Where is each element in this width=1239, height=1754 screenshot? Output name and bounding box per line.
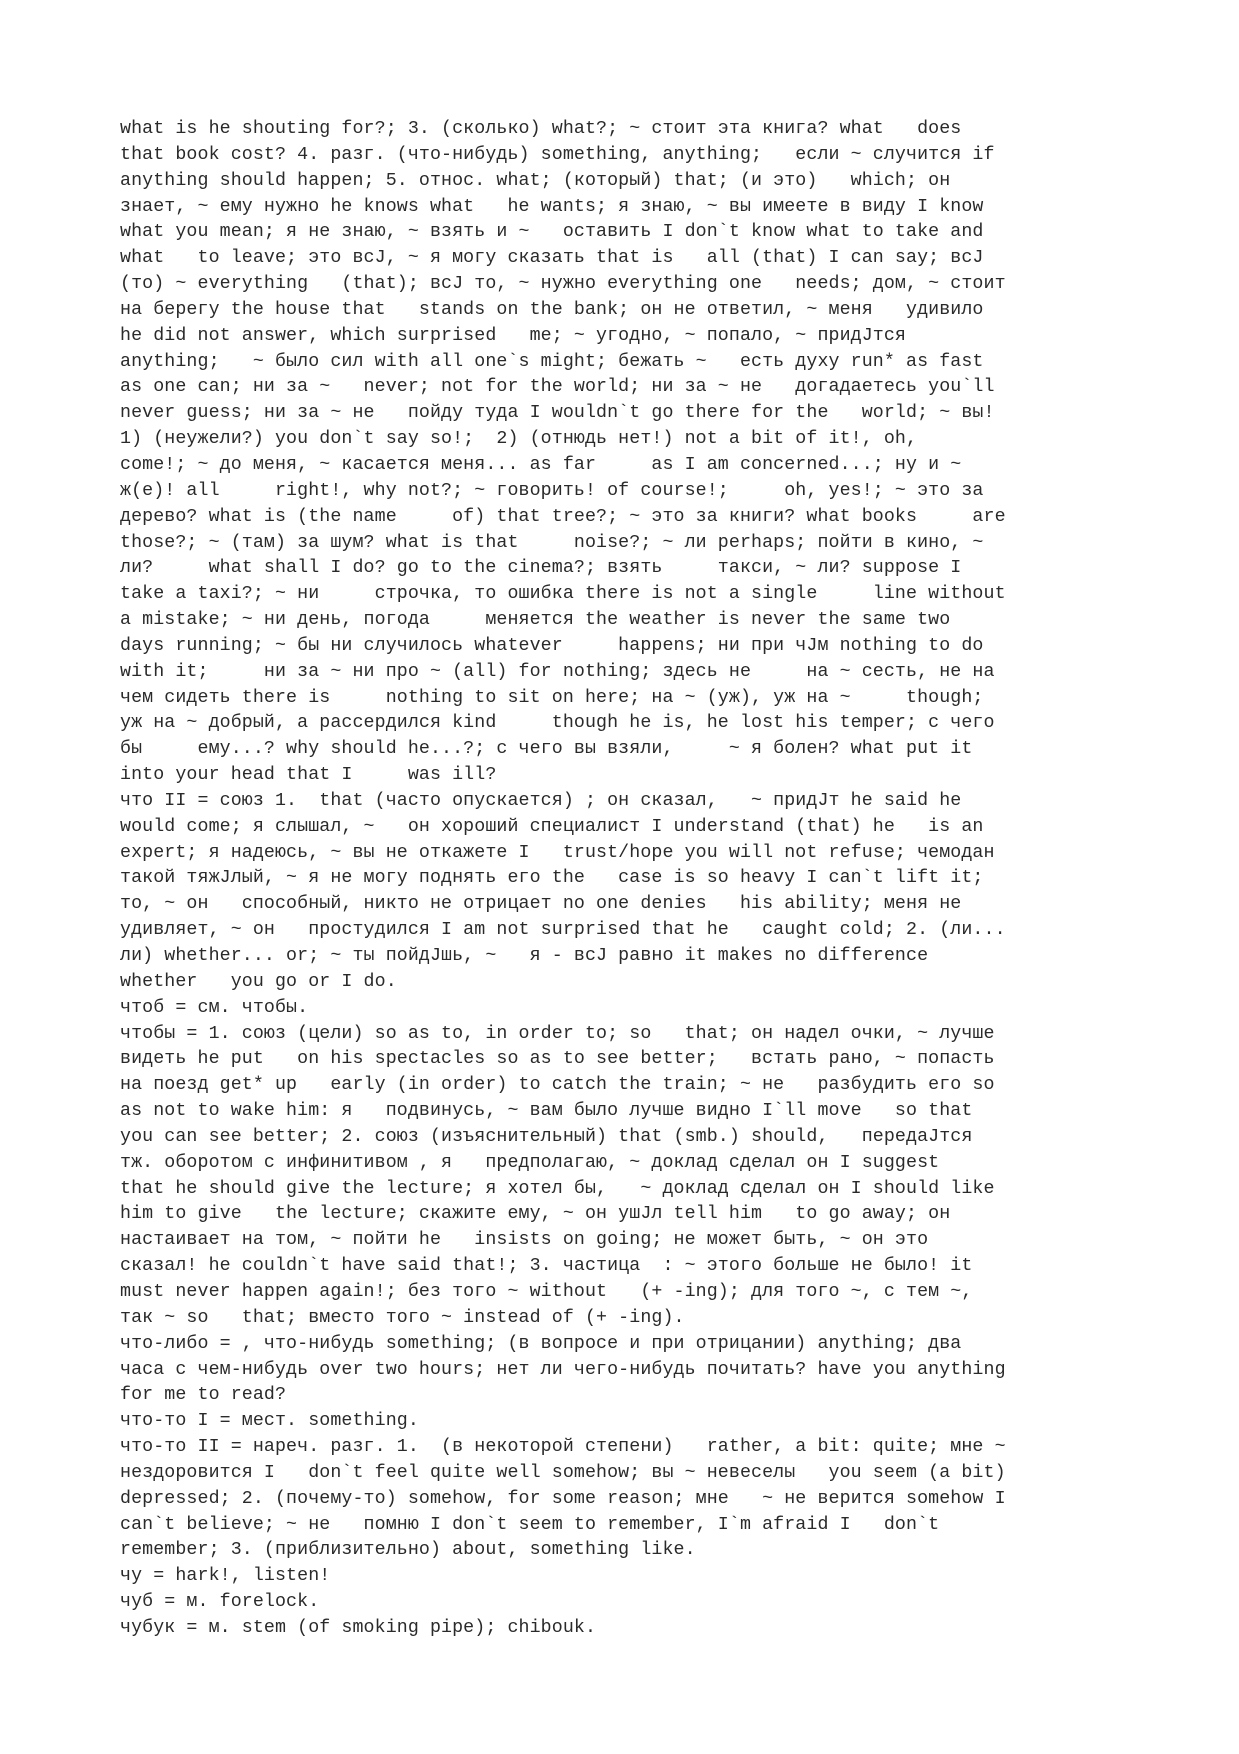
entry-chub: чуб = м. forelock. [120, 1592, 320, 1613]
text-line: what to leave; это всJ, ~ я могу сказать that is all (that) I can say; всJ [120, 248, 984, 269]
text-line: чем сидеть there is nothing to sit on here; на ~ (уж), уж на ~ though; [120, 687, 984, 708]
text-line: бы ему...? why should he...?; с чего вы взяли, ~ я болен? what put it [120, 739, 973, 760]
text-line: remember; 3. (приблизительно) about, something like. [120, 1540, 696, 1561]
text-line: уж на ~ добрый, а рассердился kind though he is, he lost his temper; с чего [120, 713, 995, 734]
text-line: as not to wake him: я подвинусь, ~ вам было лучше видно I`ll move so that [120, 1101, 973, 1122]
text-line: сказал! he couldn`t have said that!; 3. частица : ~ этого больше не было! it [120, 1256, 973, 1277]
text-line: take a taxi?; ~ ни строчка, то ошибка there is not a single line without [120, 584, 1006, 605]
text-line: that book cost? 4. разг. (что-нибудь) something, anything; если ~ случится if [120, 144, 995, 165]
text-line: a mistake; ~ ни день, погода меняется the weather is never the same two [120, 610, 951, 631]
entry-chubuk: чубук = м. stem (of smoking pipe); chibouk. [120, 1617, 597, 1638]
entry-chto-ii: что II = союз 1. that (часто опускается) ; он сказал, ~ придJт he said he [120, 790, 962, 811]
text-line: what you mean; я не знаю, ~ взять и ~ оставить I don`t know what to take and [120, 222, 984, 243]
text-line: for me to read? [120, 1385, 287, 1406]
text-line: на поезд get* up early (in order) to catch the train; ~ не разбудить его so [120, 1075, 995, 1096]
text-line: never guess; ни за ~ не пойду туда I wouldn`t go there for the world; ~ вы! [120, 403, 995, 424]
entry-chto-to-ii: что-то II = нареч. разг. 1. (в некоторой степени) rather, a bit: quite; мне ~ [120, 1437, 1006, 1458]
text-line: whether you go or I do. [120, 971, 397, 992]
text-line: must never happen again!; без того ~ without (+ -ing); для того ~, с тем ~, [120, 1281, 973, 1302]
text-line: то, ~ он способный, никто не отрицает no one denies his ability; меня не [120, 894, 962, 915]
text-line: depressed; 2. (почему-то) somehow, for some reason; мне ~ не верится somehow I [120, 1488, 1006, 1509]
text-line: настаивает на том, ~ пойти he insists on going; не может быть, ~ он это [120, 1230, 929, 1251]
text-line: (то) ~ everything (that); всJ то, ~ нужно everything one needs; дом, ~ стоит [120, 274, 1006, 295]
text-line: удивляет, ~ он простудился I am not surprised that he caught cold; 2. (ли... [120, 920, 1006, 941]
text-line: знает, ~ ему нужно he knows what he wants; я знаю, ~ вы имеете в виду I know [120, 196, 984, 217]
text-line: часа с чем-нибудь over two hours; нет ли чего-нибудь почитать? have you anything [120, 1359, 1006, 1380]
text-line: anything should happen; 5. относ. what; (который) that; (и это) which; он [120, 170, 951, 191]
text-line: ли? what shall I do? go to the cinema?; взять такси, ~ ли? suppose I [120, 558, 962, 579]
text-line: days running; ~ бы ни случилось whatever happens; ни при чJм nothing to do [120, 635, 984, 656]
text-line: тж. оборотом с инфинитивом , я предполагаю, ~ доклад сделал он I suggest [120, 1152, 940, 1173]
text-line: видеть he put on his spectacles so as to see better; встать рано, ~ попасть [120, 1049, 995, 1070]
text-line: expert; я надеюсь, ~ вы не откажете I trust/hope you will not refuse; чемодан [120, 842, 995, 863]
text-line: into your head that I was ill? [120, 765, 497, 786]
text-line: ли) whether... or; ~ ты пойдJшь, ~ я - всJ равно it makes no difference [120, 946, 929, 966]
text-line: him to give the lecture; скажите ему, ~ он ушJл tell him to go away; он [120, 1204, 951, 1225]
text-line: can`t believe; ~ не помню I don`t seem to remember, I`m afraid I don`t [120, 1514, 940, 1535]
text-line: так ~ so that; вместо того ~ instead of (+ -ing). [120, 1307, 685, 1328]
text-line: anything; ~ было сил with all one`s might; бежать ~ есть духу run* as fast [120, 351, 984, 372]
text-line: 1) (неужели?) you don`t say so!; 2) (отнюдь нет!) not a bit of it!, oh, [120, 429, 918, 450]
text-line: would come; я слышал, ~ он хороший специалист I understand (that) he is an [120, 816, 984, 837]
text-line: come!; ~ до меня, ~ касается меня... as far as I am concerned...; ну и ~ [120, 454, 962, 475]
text-line: ж(е)! all right!, why not?; ~ говорить! of course!; oh, yes!; ~ это за [120, 480, 984, 501]
entry-chto-to-i: что-то I = мест. something. [120, 1411, 419, 1432]
text-line: that he should give the lecture; я хотел бы, ~ доклад сделал он I should like [120, 1178, 995, 1199]
text-line: what is he shouting for?; 3. (сколько) what?; ~ стоит эта книга? what does [120, 119, 962, 139]
entry-chtoby: чтобы = 1. союз (цели) so as to, in order to; so that; он надел очки, ~ лучше [120, 1023, 995, 1044]
text-line: with it; ни за ~ ни про ~ (all) for nothing; здесь не на ~ сесть, не на [120, 661, 995, 682]
text-line: he did not answer, which surprised me; ~ угодно, ~ попало, ~ придJтся [120, 325, 907, 346]
text-line: those?; ~ (там) за шум? what is that noise?; ~ ли perhaps; пойти в кино, ~ [120, 532, 984, 553]
text-line: дерево? what is (the name of) that tree?; ~ это за книги? what books are [120, 506, 1006, 527]
text-line: нездоровится I don`t feel quite well somehow; вы ~ невеселы you seem (a bit) [120, 1462, 1006, 1483]
entry-chu: чу = hark!, listen! [120, 1566, 331, 1587]
text-line: as one can; ни за ~ never; not for the world; ни за ~ не догадаетесь you`ll [120, 377, 995, 398]
entry-chto-libo: что-либо = , что-нибудь something; (в вопросе и при отрицании) anything; два [120, 1333, 962, 1354]
text-line: такой тяжJлый, ~ я не могу поднять его the case is so heavy I can`t lift it; [120, 868, 984, 889]
dictionary-page [120, 117, 1120, 1642]
text-line: на берегу the house that stands on the bank; он не ответил, ~ меня удивило [120, 299, 984, 320]
text-line: you can see better; 2. союз (изъяснительный) that (smb.) should, передаJтся [120, 1126, 973, 1147]
entry-chtob: чтоб = см. чтобы. [120, 997, 309, 1018]
